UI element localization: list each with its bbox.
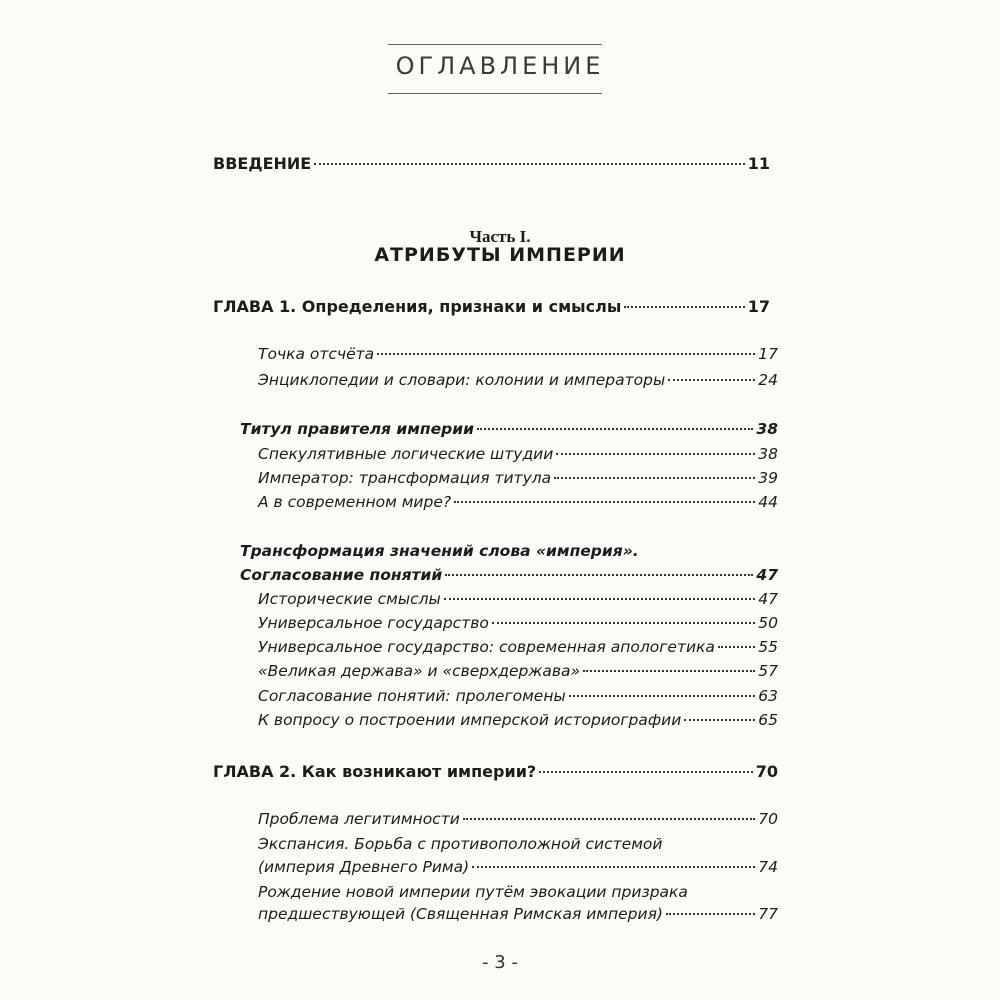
toc-entry-universal-state[interactable] xyxy=(258,614,778,632)
toc-entry-speculative-studies[interactable] xyxy=(258,445,778,463)
toc-entry-label: (империя Древнего Рима) xyxy=(258,858,470,876)
dot-leader xyxy=(454,501,755,503)
toc-entry-page: 70 xyxy=(755,762,778,781)
toc-entry-label: Согласование понятий xyxy=(240,566,443,584)
toc-entry-chapter-2[interactable] xyxy=(213,762,778,781)
dot-leader xyxy=(684,719,755,721)
toc-entry-page: 47 xyxy=(758,590,778,608)
toc-entry-ruler-title[interactable] xyxy=(240,420,778,438)
toc-entry-expansion-line1[interactable]: Экспансия. Борьба с противоположной системой xyxy=(258,835,663,853)
dot-leader xyxy=(445,574,753,576)
toc-entry-page: 70 xyxy=(758,810,778,828)
dot-leader xyxy=(666,913,755,915)
toc-entry-emperor-title[interactable] xyxy=(258,469,778,487)
dot-leader xyxy=(314,163,745,165)
toc-entry-label: «Великая держава» и «сверхдержава» xyxy=(258,662,581,680)
toc-entry-page: 44 xyxy=(758,493,778,511)
dot-leader xyxy=(624,306,744,308)
dot-leader xyxy=(569,695,756,697)
toc-entry-label: К вопросу о построении имперской историографии xyxy=(258,711,682,729)
toc-entry-page: 63 xyxy=(758,687,778,705)
toc-entry-page: 57 xyxy=(758,662,778,680)
title-underline xyxy=(388,93,602,94)
toc-entry-page: 50 xyxy=(758,614,778,632)
dot-leader xyxy=(377,353,755,355)
dot-leader xyxy=(463,818,755,820)
toc-entry-label: Энциклопедии и словари: колонии и императоры xyxy=(258,371,666,389)
toc-entry-page: 11 xyxy=(747,154,770,173)
toc-entry-starting-point[interactable] xyxy=(258,345,778,363)
part-label: Часть I. xyxy=(469,227,531,246)
toc-entry-label: Универсальное государство xyxy=(258,614,489,632)
toc-entry-chapter-1[interactable] xyxy=(213,297,770,316)
top-rule xyxy=(388,44,602,45)
toc-entry-label: ГЛАВА 1. Определения, признаки и смыслы xyxy=(213,297,622,316)
toc-entry-label: А в современном мире? xyxy=(258,493,452,511)
toc-entry-historiography[interactable] xyxy=(258,711,778,729)
toc-entry-universal-state-apologetics[interactable] xyxy=(258,638,778,656)
toc-entry-page: 65 xyxy=(758,711,778,729)
toc-entry-legitimacy[interactable] xyxy=(258,810,778,828)
toc-entry-label: Исторические смыслы xyxy=(258,590,441,608)
toc-entry-label: ВВЕДЕНИЕ xyxy=(213,154,312,173)
toc-entry-label: Император: трансформация титула xyxy=(258,469,552,487)
toc-entry-page: 74 xyxy=(758,858,778,876)
dot-leader xyxy=(554,477,755,479)
toc-entry-prolegomena[interactable] xyxy=(258,687,778,705)
toc-entry-page: 47 xyxy=(756,566,778,584)
toc-entry-page: 24 xyxy=(758,371,778,389)
toc-entry-encyclopedias[interactable] xyxy=(258,371,778,389)
dot-leader xyxy=(477,428,753,430)
toc-entry-label: Проблема легитимности xyxy=(258,810,460,828)
toc-entry-page: 17 xyxy=(758,345,778,363)
toc-entry-modern-world[interactable] xyxy=(258,493,778,511)
dot-leader xyxy=(668,379,755,381)
toc-entry-label: Универсальное государство: современная апологетика xyxy=(258,638,715,656)
dot-leader xyxy=(492,622,755,624)
page-title: ОГЛАВЛЕНИЕ xyxy=(395,52,605,80)
toc-entry-new-empire[interactable] xyxy=(258,905,778,923)
toc-entry-page: 55 xyxy=(758,638,778,656)
toc-entry-label: Спекулятивные логические штудии xyxy=(258,445,554,463)
toc-entry-new-empire-line1[interactable]: Рождение новой империи путём эвокации призрака xyxy=(258,883,688,901)
dot-leader xyxy=(444,598,755,600)
toc-entry-page: 17 xyxy=(747,297,770,316)
toc-entry-page: 77 xyxy=(758,905,778,923)
dot-leader xyxy=(583,670,755,672)
page-number: - 3 - xyxy=(482,952,518,973)
toc-entry-page: 39 xyxy=(758,469,778,487)
toc-entry-label: ГЛАВА 2. Как возникают империи? xyxy=(213,762,537,781)
toc-entry-introduction[interactable] xyxy=(213,154,770,173)
toc-entry-label: Точка отсчёта xyxy=(258,345,375,363)
toc-entry-historical-meanings[interactable] xyxy=(258,590,778,608)
toc-entry-label: Согласование понятий: пролегомены xyxy=(258,687,566,705)
dot-leader xyxy=(539,771,753,773)
toc-entry-transformation[interactable] xyxy=(240,566,778,584)
dot-leader xyxy=(718,646,755,648)
toc-entry-transformation-line1[interactable]: Трансформация значений слова «империя». xyxy=(240,542,639,560)
toc-entry-page: 38 xyxy=(756,420,778,438)
part-title: АТРИБУТЫ ИМПЕРИИ xyxy=(374,244,626,266)
toc-entry-label: Титул правителя империи xyxy=(240,420,474,438)
dot-leader xyxy=(556,453,755,455)
toc-entry-label: предшествующей (Священная Римская империя) xyxy=(258,905,663,923)
toc-entry-page: 38 xyxy=(758,445,778,463)
toc-entry-expansion[interactable] xyxy=(258,858,778,876)
toc-entry-great-power[interactable] xyxy=(258,662,778,680)
dot-leader xyxy=(472,866,755,868)
